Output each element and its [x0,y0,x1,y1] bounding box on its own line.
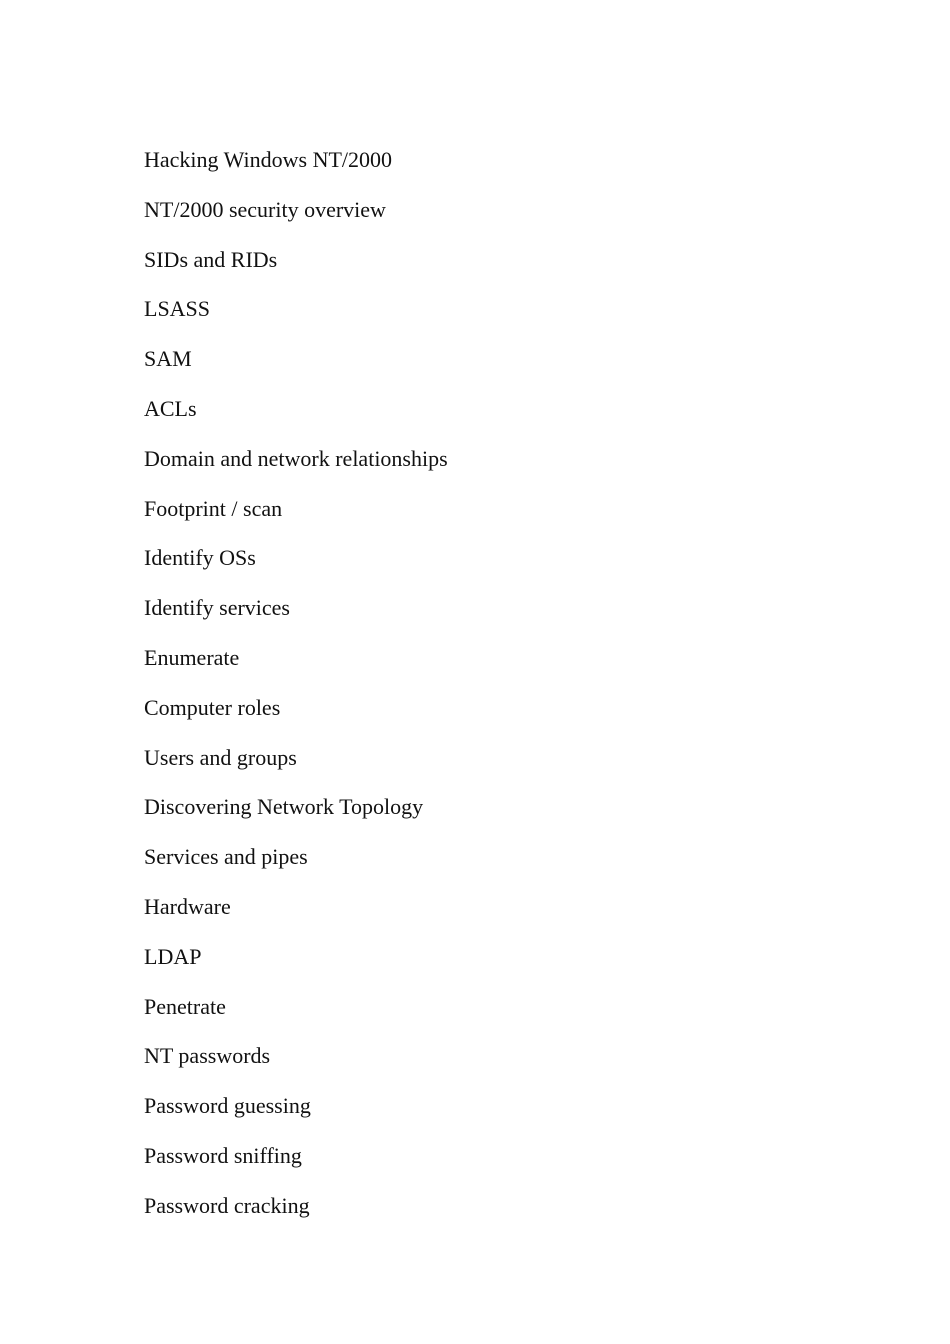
outline-item-identify-oss: Identify OSs [144,545,256,571]
outline-item-nt-passwords: NT passwords [144,1043,271,1069]
outline-item-password-sniffing: Password sniffing [144,1142,302,1168]
outline-item-domain-network: Domain and network relationships [144,445,448,471]
outline-item-sam: SAM [144,346,192,372]
outline-item-hacking-windows: Hacking Windows NT/2000 [144,147,393,172]
outline-item-security-overview: NT/2000 security overview [144,196,386,222]
outline-item-computer-roles: Computer roles [144,694,281,720]
outline-list [144,146,448,1242]
outline-item-network-topology: Discovering Network Topology [144,794,424,820]
outline-item-sids-rids: SIDs and RIDs [144,246,278,272]
outline-item-identify-services: Identify services [144,595,290,621]
outline-item-services-pipes: Services and pipes [144,844,308,870]
outline-item-password-cracking: Password cracking [144,1192,310,1218]
outline-item-users-groups: Users and groups [144,744,297,770]
outline-item-hardware: Hardware [144,893,231,919]
outline-item-enumerate: Enumerate [144,644,240,670]
outline-item-penetrate: Penetrate [144,993,226,1019]
outline-item-password-guessing: Password guessing [144,1093,311,1119]
outline-item-footprint-scan: Footprint / scan [144,495,283,521]
outline-item-lsass: LSASS [144,296,211,322]
outline-item-acls: ACLs [144,395,197,421]
outline-item-ldap: LDAP [144,943,202,969]
